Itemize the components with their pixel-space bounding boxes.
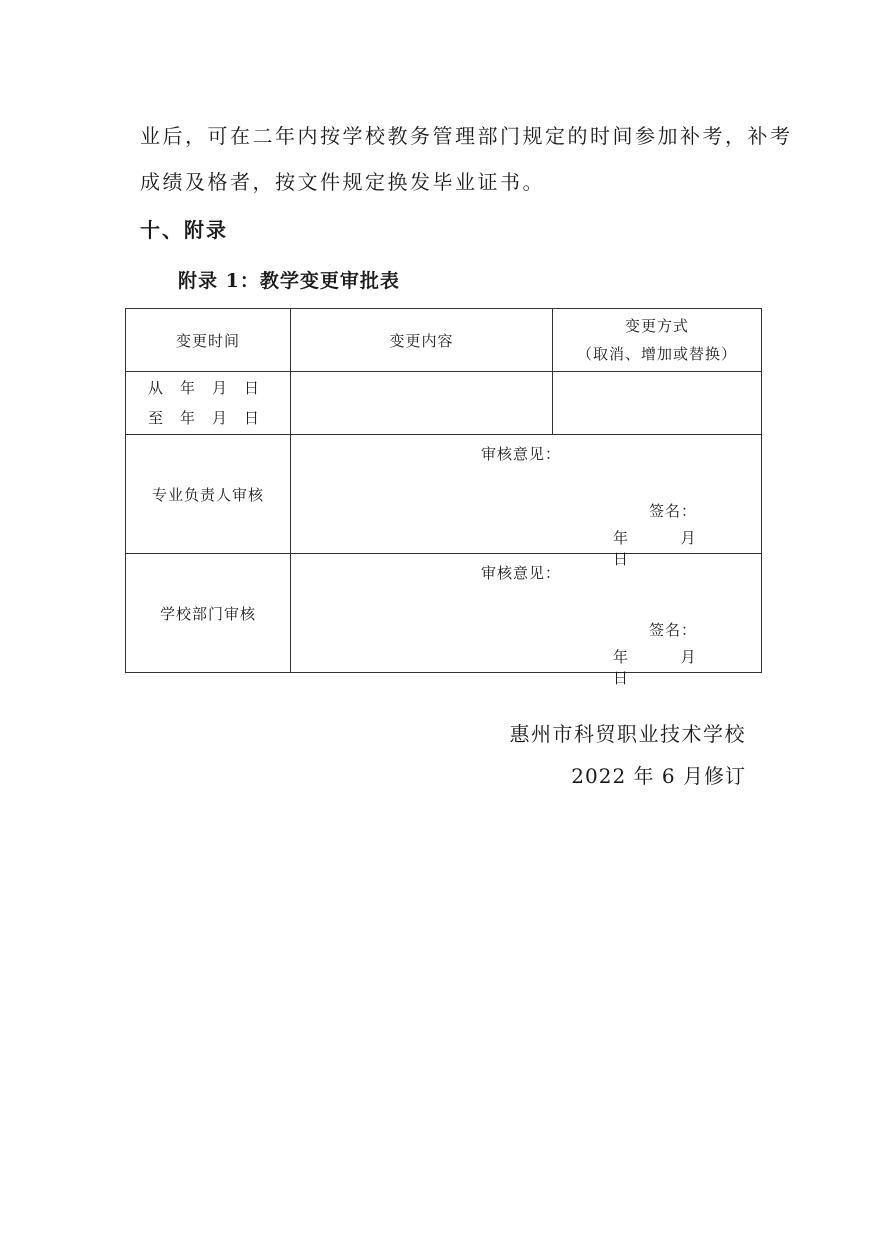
table-row-period — [126, 372, 762, 435]
review-major-label: 专业负责人审核 — [126, 435, 291, 554]
review-school-month: 月 — [680, 648, 697, 666]
review-school-opinion: 审核意见： — [481, 564, 562, 582]
appendix-title: 附录 1：教学变更审批表 — [178, 270, 400, 292]
review-major-sign: 签名： — [649, 502, 698, 520]
review-school-year: 年 — [613, 648, 630, 666]
period-from: 从 年 月 日 — [148, 379, 261, 397]
review-school-label: 学校部门审核 — [126, 554, 291, 673]
header-method-label: 变更方式 — [624, 317, 689, 335]
section-heading: 十、附录 — [140, 218, 228, 242]
period-cell — [126, 372, 291, 435]
header-method — [553, 309, 762, 372]
content-cell — [291, 372, 553, 435]
period-to: 至 年 月 日 — [148, 409, 261, 427]
review-school-day: 日 — [613, 669, 630, 687]
table-row-review-school — [126, 554, 762, 673]
review-school-date — [613, 646, 761, 688]
header-content: 变更内容 — [291, 309, 553, 372]
table-row-review-major — [126, 435, 762, 554]
review-major-month: 月 — [680, 529, 697, 547]
revision-date: 2022 年 6 月修订 — [571, 764, 746, 788]
header-method-sub: （取消、增加或替换） — [576, 345, 737, 363]
header-time: 变更时间 — [126, 309, 291, 372]
review-major-year: 年 — [613, 529, 630, 547]
review-major-opinion: 审核意见： — [481, 445, 562, 463]
school-name: 惠州市科贸职业技术学校 — [509, 722, 746, 746]
body-line-1: 业后，可在二年内按学校教务管理部门规定的时间参加补考，补考 — [140, 124, 793, 148]
body-line-2: 成绩及格者，按文件规定换发毕业证书。 — [140, 170, 545, 194]
approval-table — [125, 308, 762, 687]
review-school-sign: 签名： — [649, 621, 698, 639]
table-header-row — [126, 309, 762, 372]
review-school-cell — [291, 554, 762, 687]
review-major-cell — [291, 435, 762, 568]
review-major-day: 日 — [613, 550, 630, 568]
method-cell — [553, 372, 762, 435]
